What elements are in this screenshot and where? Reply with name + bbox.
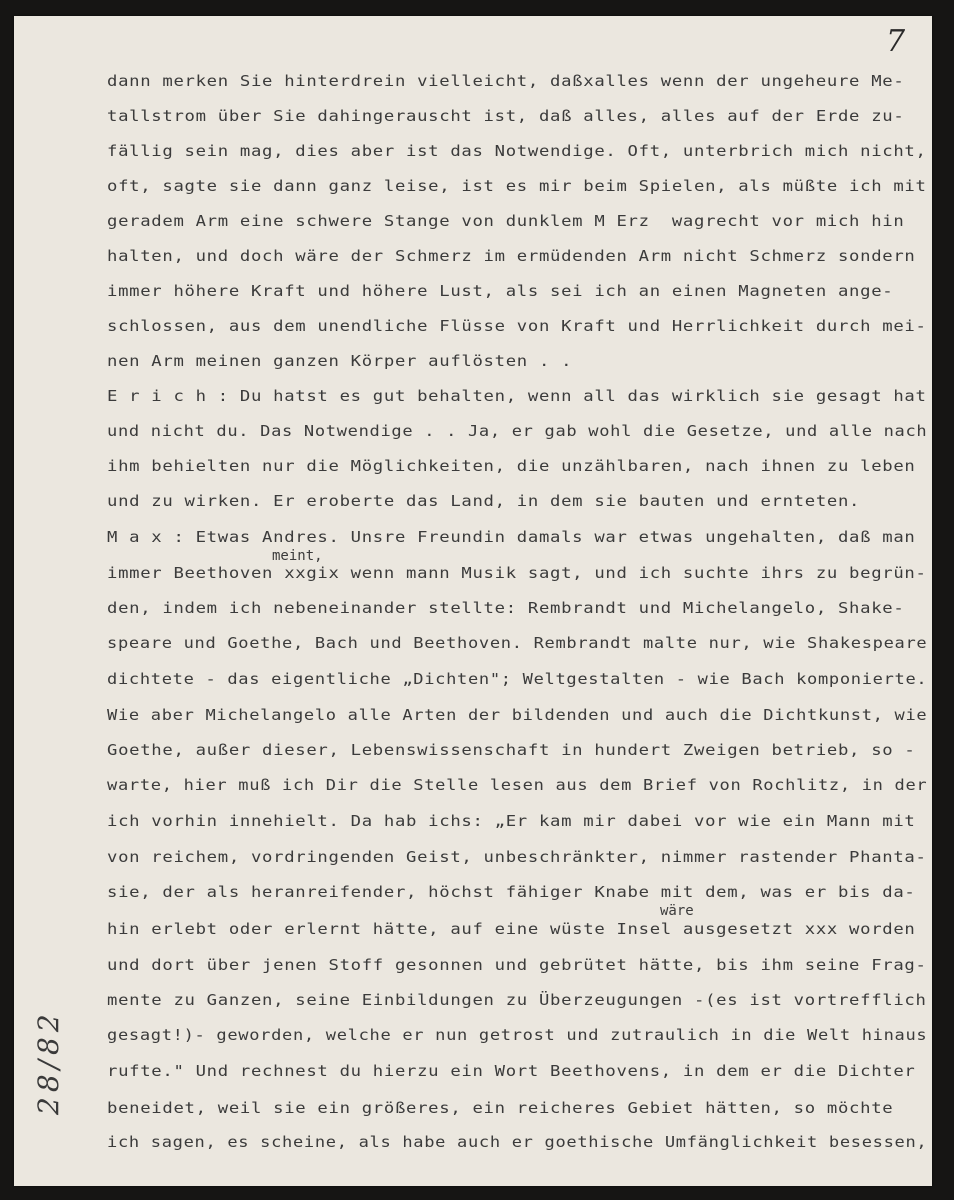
text-line: warte, hier muß ich Dir die Stelle lesen aus dem Brief von Rochlitz, in der <box>107 776 928 794</box>
text-line: und nicht du. Das Notwendige . . Ja, er gab wohl die Gesetze, und alle nach <box>107 422 928 440</box>
text-line: ich vorhin innehielt. Da hab ichs: „Er kam mir dabei vor wie ein Mann mit <box>107 812 916 830</box>
text-line: rufte." Und rechnest du hierzu ein Wort Beethovens, in dem er die Dichter <box>107 1062 916 1080</box>
text-line: von reichem, vordringenden Geist, unbeschränkter, nimmer rastender Phanta- <box>107 848 927 866</box>
text-line: beneidet, weil sie ein größeres, ein reicheres Gebiet hätten, so möchte <box>107 1099 894 1117</box>
text-line: hin erlebt oder erlernt hätte, auf eine wüste Insel ausgesetzt xxx worden <box>107 920 916 938</box>
text-line: Wie aber Michelangelo alle Arten der bildenden und auch die Dichtkunst, wie <box>107 706 928 724</box>
text-line: speare und Goethe, Bach und Beethoven. Rembrandt malte nur, wie Shakespeare <box>107 634 928 652</box>
text-line: tallstrom über Sie dahingerauscht ist, daß alles, alles auf der Erde zu- <box>107 107 905 125</box>
text-line: gesagt!)- geworden, welche er nun getrost und zutraulich in die Welt hinaus <box>107 1026 928 1044</box>
text-line: ihm behielten nur die Möglichkeiten, die unzählbaren, nach ihnen zu leben <box>107 457 916 475</box>
text-line: halten, und doch wäre der Schmerz im ermüdenden Arm nicht Schmerz sondern <box>107 247 916 265</box>
text-line: dichtete - das eigentliche „Dichten"; Weltgestalten - wie Bach komponierte. <box>107 670 928 688</box>
text-line: Goethe, außer dieser, Lebenswissenschaft in hundert Zweigen betrieb, so - <box>107 741 916 759</box>
interlinear-insertion: wäre <box>660 903 694 919</box>
text-line: E r i c h : Du hatst es gut behalten, wenn all das wirklich sie gesagt hat <box>107 387 927 405</box>
text-line: sie, der als heranreifender, höchst fähiger Knabe mit dem, was er bis da- <box>107 883 916 901</box>
page-number: 7 <box>886 24 906 59</box>
text-line: immer Beethoven xxgix wenn mann Musik sagt, und ich suchte ihrs zu begrün- <box>107 564 927 582</box>
text-line: dann merken Sie hinterdrein vielleicht, daßxalles wenn der ungeheure Me- <box>107 72 905 90</box>
text-line: fällig sein mag, dies aber ist das Notwendige. Oft, unterbrich mich nicht, <box>107 142 927 160</box>
text-line: immer höhere Kraft und höhere Lust, als sei ich an einen Magneten ange- <box>107 282 894 300</box>
text-line: oft, sagte sie dann ganz leise, ist es mir beim Spielen, als müßte ich mit <box>107 177 927 195</box>
text-line: nen Arm meinen ganzen Körper auflösten . . <box>107 352 573 370</box>
text-line: schlossen, aus dem unendliche Flüsse von Kraft und Herrlichkeit durch mei- <box>107 317 927 335</box>
text-line: geradem Arm eine schwere Stange von dunklem M Erz wagrecht vor mich hin <box>107 212 905 230</box>
text-line: mente zu Ganzen, seine Einbildungen zu Überzeugungen -(es ist vortrefflich <box>107 991 927 1009</box>
text-line: den, indem ich nebeneinander stellte: Rembrandt und Michelangelo, Shake- <box>107 599 905 617</box>
text-line: ich sagen, es scheine, als habe auch er goethische Umfänglichkeit besessen, <box>107 1133 928 1151</box>
interlinear-insertion: meint, <box>272 548 323 564</box>
text-line: und zu wirken. Er eroberte das Land, in dem sie bauten und ernteten. <box>107 492 861 510</box>
text-line: M a x : Etwas Andres. Unsre Freundin damals war etwas ungehalten, daß man <box>107 528 916 546</box>
text-line: und dort über jenen Stoff gesonnen und gebrütet hätte, bis ihm seine Frag- <box>107 956 927 974</box>
archive-mark: 28/82 <box>32 1009 65 1115</box>
